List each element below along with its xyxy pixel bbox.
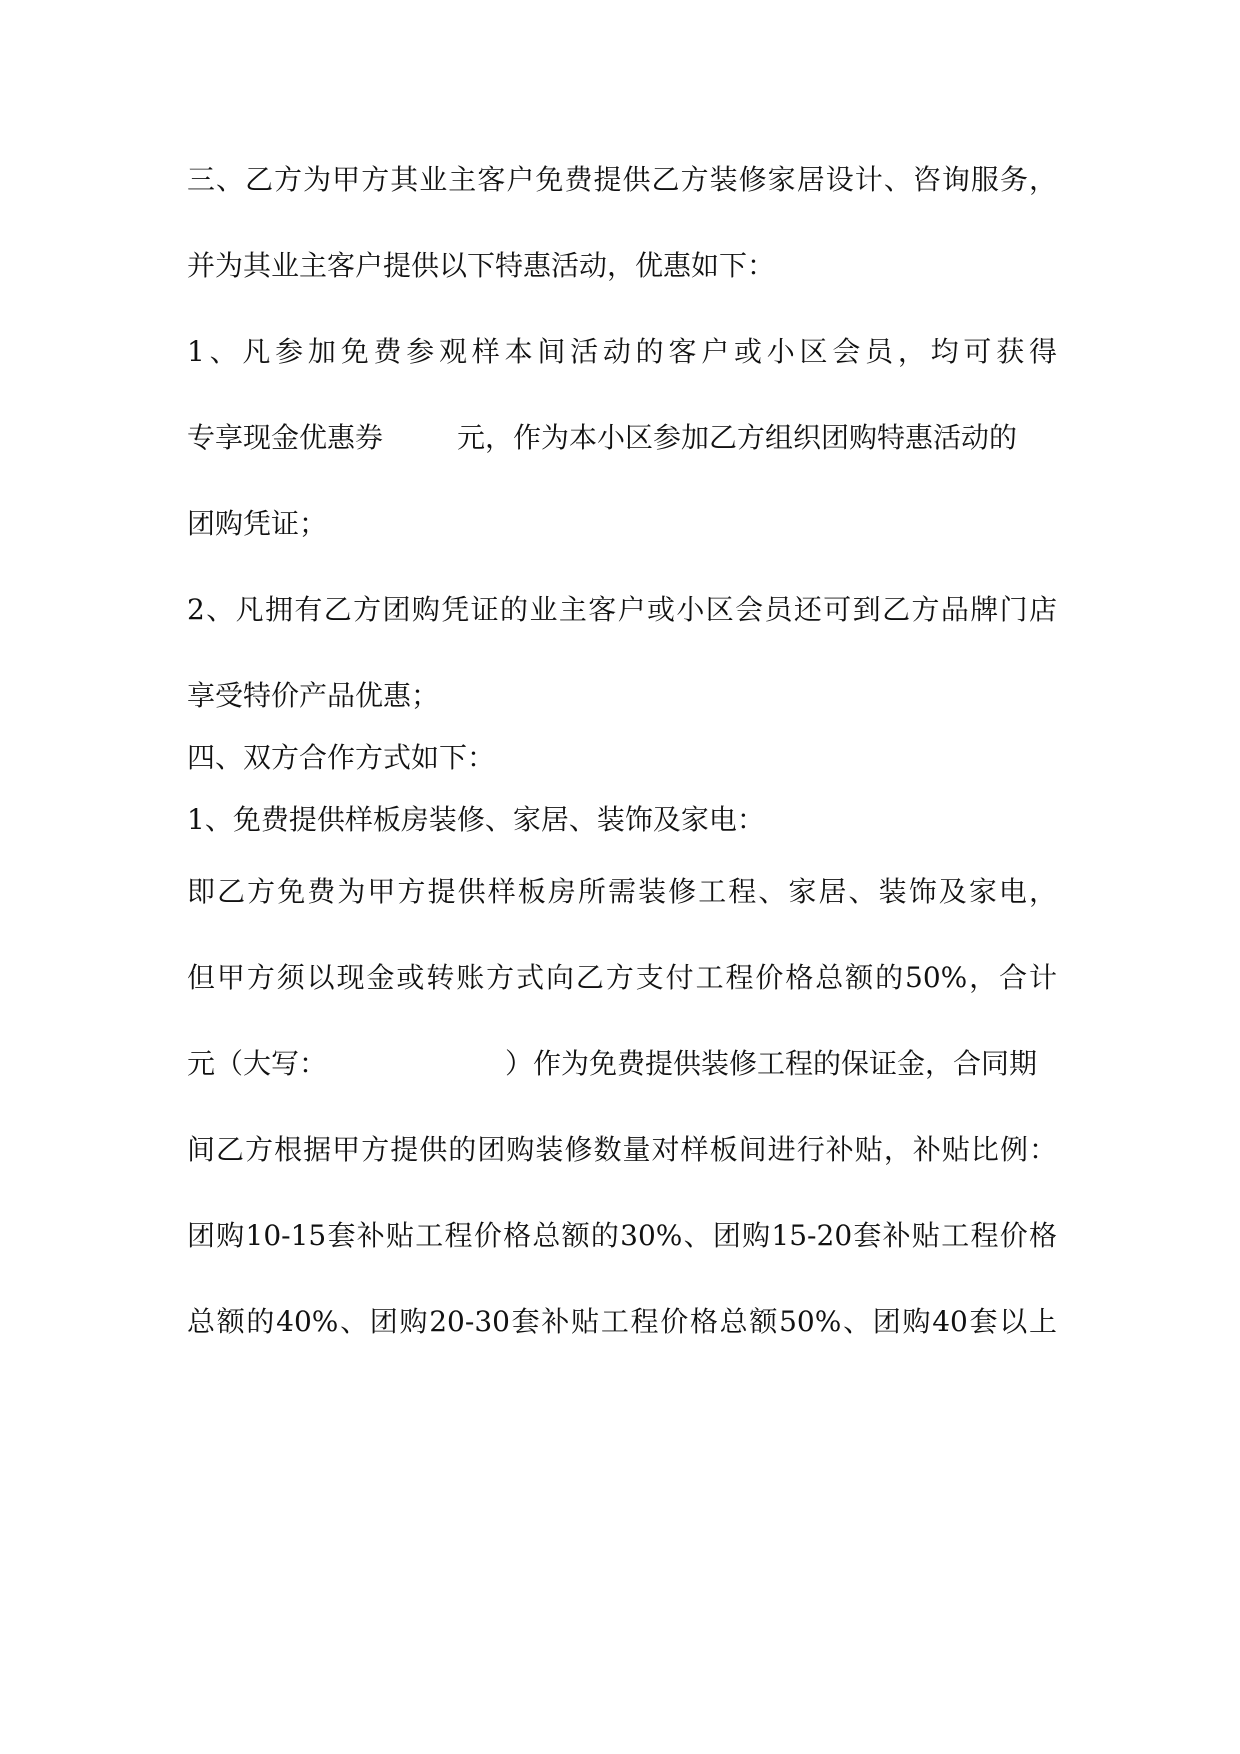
text-line: [187, 1044, 1057, 1084]
text-line: 享受特价产品优惠；: [187, 679, 440, 712]
text-line: 并为其业主客户提供以下特惠活动，优惠如下：: [187, 249, 776, 282]
text-line: 间乙方根据甲方提供的团购装修数量对样板间进行补贴，补贴比例：: [187, 1133, 1057, 1166]
text-line: 1、免费提供样板房装修、家居、装饰及家电：: [187, 803, 765, 836]
text-line: 但甲方须以现金或转账方式向乙方支付工程价格总额的50%，合计: [187, 961, 1057, 994]
text-line: 总额的40%、团购20-30套补贴工程价格总额50%、团购40套以上: [187, 1305, 1057, 1338]
text-segment: ）作为免费提供装修工程的保证金，合同期: [505, 1047, 1038, 1080]
text-line: 团购凭证；: [187, 507, 328, 540]
text-segment: 元，作为本小区参加乙方组织团购特惠活动的: [457, 421, 1018, 454]
text-line: [187, 418, 1057, 458]
text-segment: 专享现金优惠券: [187, 421, 384, 454]
text-line: 即乙方免费为甲方提供样板房所需装修工程、家居、装饰及家电，: [187, 875, 1057, 908]
text-line: 团购10-15套补贴工程价格总额的30%、团购15-20套补贴工程价格: [187, 1219, 1057, 1252]
text-line: 2、凡拥有乙方团购凭证的业主客户或小区会员还可到乙方品牌门店: [187, 593, 1057, 626]
text-line: 1、凡参加免费参观样本间活动的客户或小区会员，均可获得: [187, 335, 1057, 368]
text-line: 三、乙方为甲方其业主客户免费提供乙方装修家居设计、咨询服务，: [187, 163, 1057, 196]
text-segment: 元（大写：: [187, 1047, 328, 1080]
text-line: 四、双方合作方式如下：: [187, 741, 496, 774]
